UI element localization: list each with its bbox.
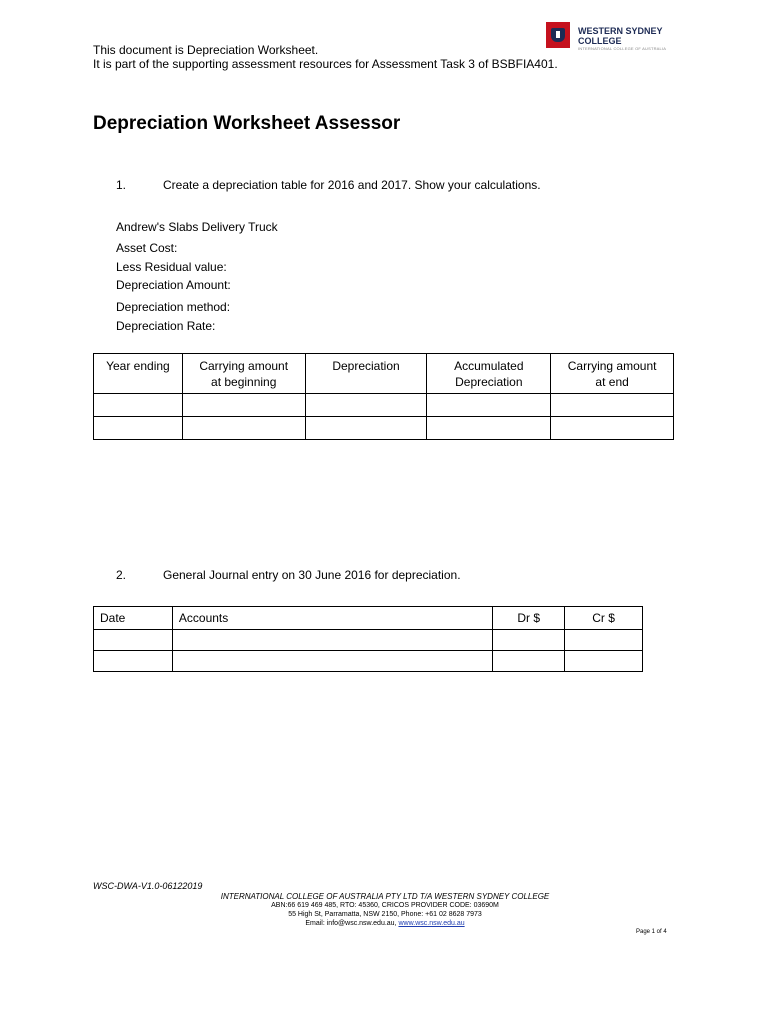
table-cell[interactable] [94, 651, 173, 672]
table-row [94, 651, 643, 672]
footer-abn: ABN:66 619 469 485, RTO: 45360, CRICOS PROVIDER CODE: 03690M [271, 902, 499, 909]
column-header-carrying-amount-beginning: Carrying amount at beginning [182, 354, 305, 394]
table-cell[interactable] [493, 630, 565, 651]
footer-address: 55 High St, Parramatta, NSW 2150, Phone: +61 02 8628 7973 [288, 911, 482, 918]
column-header-year-ending: Year ending [94, 354, 183, 394]
table-row [94, 417, 674, 440]
logo-tagline: INTERNATIONAL COLLEGE OF AUSTRALIA [578, 46, 667, 51]
asset-cost-label: Asset Cost: [116, 241, 178, 255]
college-crest-icon [546, 22, 570, 48]
column-header-cr: Cr $ [565, 607, 643, 630]
table-cell[interactable] [305, 417, 427, 440]
footer-organisation-details [160, 892, 610, 928]
column-header-date: Date [94, 607, 173, 630]
header-line-2: It is part of the supporting assessment resources for Assessment Task 3 of BSBFIA401. [93, 57, 558, 71]
asset-name: Andrew's Slabs Delivery Truck [116, 220, 278, 234]
table-cell[interactable] [94, 394, 183, 417]
depreciation-table-header [94, 354, 674, 394]
footer-contact [160, 919, 610, 928]
question-2-text: General Journal entry on 30 June 2016 for depreciation. [163, 568, 461, 582]
footer-website-link[interactable]: www.wsc.nsw.edu.au [398, 920, 465, 927]
column-header-accounts: Accounts [172, 607, 492, 630]
column-header-depreciation: Depreciation [305, 354, 427, 394]
table-cell[interactable] [493, 651, 565, 672]
document-header [93, 43, 558, 71]
table-cell[interactable] [427, 417, 551, 440]
college-logo [546, 20, 686, 56]
table-cell[interactable] [94, 630, 173, 651]
table-cell[interactable] [427, 394, 551, 417]
table-cell[interactable] [182, 417, 305, 440]
logo-wordmark: WESTERN SYDNEY COLLEGE [578, 26, 663, 46]
document-version-code: WSC-DWA-V1.0-06122019 [93, 881, 203, 891]
column-header-carrying-amount-end: Carrying amount at end [551, 354, 674, 394]
table-row [94, 630, 643, 651]
table-cell[interactable] [551, 394, 674, 417]
table-cell[interactable] [172, 630, 492, 651]
table-cell[interactable] [94, 417, 183, 440]
depreciation-rate-label: Depreciation Rate: [116, 319, 216, 333]
footer-org-name: INTERNATIONAL COLLEGE OF AUSTRALIA PTY LTD T/A WESTERN SYDNEY COLLEGE [220, 892, 550, 901]
question-1-number: 1. [116, 178, 127, 192]
table-cell[interactable] [565, 651, 643, 672]
depreciation-amount-label: Depreciation Amount: [116, 278, 231, 292]
header-line-1: This document is Depreciation Worksheet. [93, 43, 319, 57]
residual-value-label: Less Residual value: [116, 260, 227, 274]
journal-table-header [94, 607, 643, 630]
depreciation-table [93, 353, 674, 440]
footer-email: Email: info@wsc.nsw.edu.au, [305, 920, 397, 927]
table-cell[interactable] [172, 651, 492, 672]
table-cell[interactable] [551, 417, 674, 440]
table-cell[interactable] [305, 394, 427, 417]
depreciation-method-label: Depreciation method: [116, 300, 231, 314]
table-row [94, 394, 674, 417]
journal-table [93, 606, 643, 672]
column-header-accumulated-depreciation: Accumulated Depreciation [427, 354, 551, 394]
page-number: Page 1 of 4 [636, 929, 667, 935]
page-title: Depreciation Worksheet Assessor [93, 113, 401, 134]
question-2-number: 2. [116, 568, 127, 582]
table-cell[interactable] [565, 630, 643, 651]
question-1-text: Create a depreciation table for 2016 and 2017. Show your calculations. [163, 178, 541, 192]
table-cell[interactable] [182, 394, 305, 417]
column-header-dr: Dr $ [493, 607, 565, 630]
